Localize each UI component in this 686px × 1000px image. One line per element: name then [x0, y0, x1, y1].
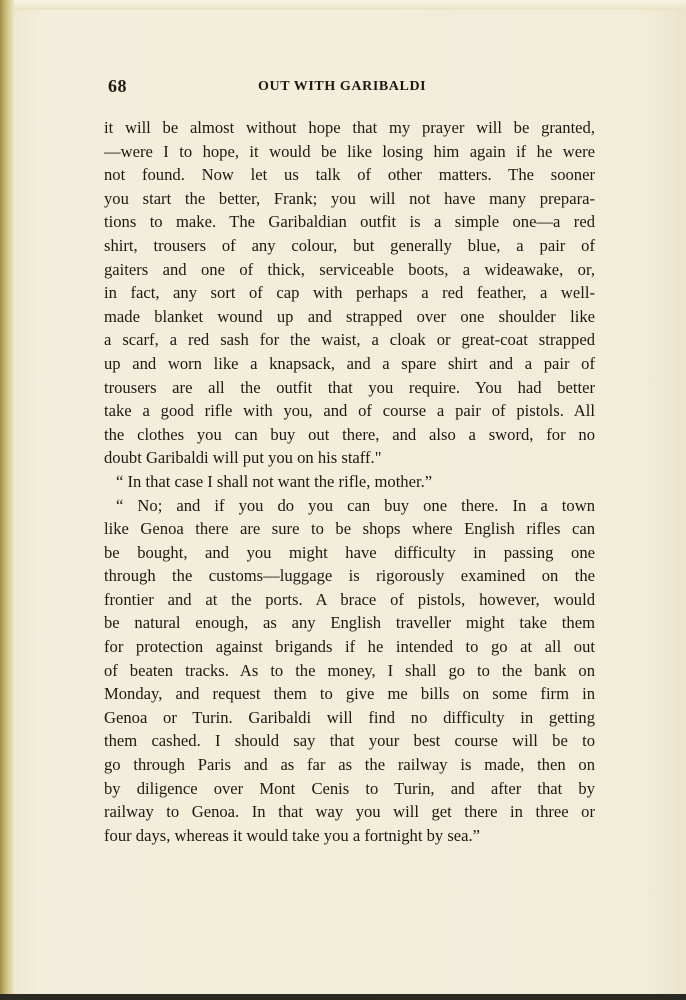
text-line: Monday, and request them to give me bills on some firm in	[104, 684, 595, 704]
page-number: 68	[108, 76, 127, 96]
text-line: railway to Genoa. In that way you will get there in three or	[104, 802, 595, 822]
page-header	[108, 76, 595, 102]
text-line: “ No; and if you do you can buy one there. In a town	[116, 495, 595, 515]
page-binding-edge	[0, 0, 14, 1000]
text-line: it will be almost without hope that my prayer will be granted,	[104, 118, 595, 137]
text-line: Genoa or Turin. Garibaldi will find no difficulty in getting	[104, 707, 595, 727]
running-head: OUT WITH GARIBALDI	[258, 79, 427, 94]
text-line: you start the better, Frank; you will not have many prepara-	[104, 188, 595, 208]
text-line: trousers are all the outfit that you require. You had better	[104, 377, 595, 397]
text-line: through the customs—luggage is rigorously examined on the	[104, 566, 595, 586]
text-line: them cashed. I should say that your best course will be to	[104, 731, 595, 751]
text-line: made blanket wound up and strapped over one shoulder like	[104, 306, 595, 326]
text-line: take a good rifle with you, and of course a pair of pistols. All	[104, 401, 595, 421]
page-top-edge	[0, 0, 686, 10]
text-line: be bought, and you might have difficulty in passing one	[104, 542, 595, 562]
text-line: the clothes you can buy out there, and also a sword, for no	[104, 424, 595, 444]
body-text	[104, 116, 595, 847]
text-line: doubt Garibaldi will put you on his staff."	[104, 448, 382, 468]
text-line: frontier and at the ports. A brace of pistols, however, would	[104, 589, 595, 609]
text-line: go through Paris and as far as the railway is made, then on	[104, 755, 595, 775]
text-line: a scarf, a red sash for the waist, a cloak or great-coat strapped	[104, 330, 595, 350]
text-line: —were I to hope, it would be like losing him again if he were	[104, 141, 595, 161]
text-line: gaiters and one of thick, serviceable boots, a wideawake, or,	[104, 259, 595, 279]
text-line: of beaten tracks. As to the money, I shall go to the bank on	[104, 660, 595, 680]
text-line: in fact, any sort of cap with perhaps a red feather, a well-	[104, 283, 595, 303]
text-line: four days, whereas it would take you a fortnight by sea.”	[104, 825, 481, 845]
page-bottom-edge	[0, 994, 686, 1000]
text-line: up and worn like a knapsack, and a spare shirt and a pair of	[104, 353, 595, 373]
text-line: “ In that case I shall not want the rifle, mother.”	[116, 471, 433, 491]
text-line: tions to make. The Garibaldian outfit is a simple one—a red	[104, 212, 595, 232]
text-line: be natural enough, as any English traveller might take them	[104, 613, 595, 633]
text-line: not found. Now let us talk of other matters. The sooner	[104, 165, 595, 185]
text-line: shirt, trousers of any colour, but generally blue, a pair of	[104, 235, 595, 255]
text-line: like Genoa there are sure to be shops where English rifles can	[104, 519, 595, 539]
text-line: by diligence over Mont Cenis to Turin, and after that by	[104, 778, 595, 798]
text-line: for protection against brigands if he intended to go at all out	[104, 637, 595, 657]
